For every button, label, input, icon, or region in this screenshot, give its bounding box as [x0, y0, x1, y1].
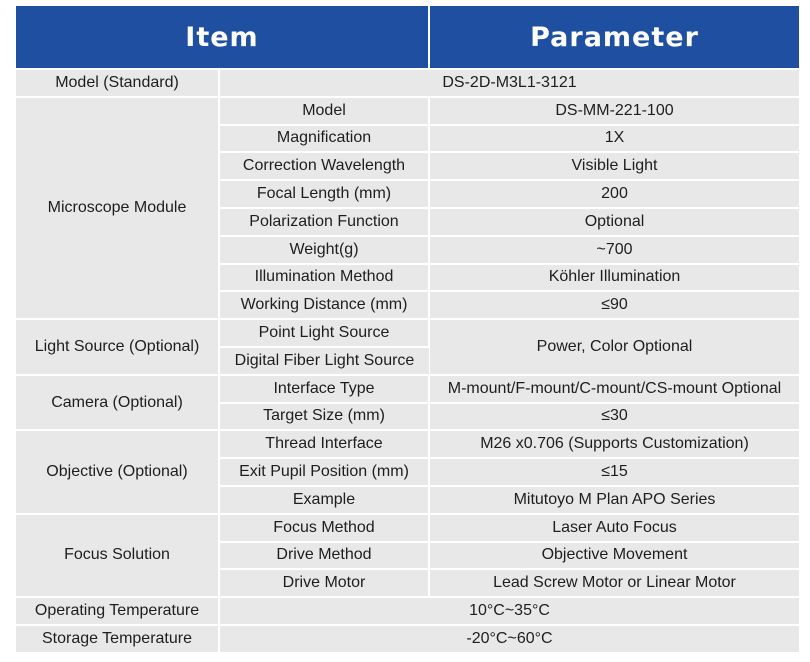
param-name: Drive Method: [219, 542, 429, 570]
group-label: Light Source (Optional): [16, 319, 219, 375]
table-row: [16, 375, 799, 403]
param-name: Target Size (mm): [219, 403, 429, 431]
spec-table: [16, 6, 799, 654]
param-name: Weight(g): [219, 236, 429, 264]
param-name: Interface Type: [219, 375, 429, 403]
param-name: Correction Wavelength: [219, 152, 429, 180]
param-name: Focal Length (mm): [219, 180, 429, 208]
param-name: Illumination Method: [219, 264, 429, 292]
table-row: [16, 597, 799, 625]
table-row: [16, 319, 799, 347]
group-label: Camera (Optional): [16, 375, 219, 431]
param-value: M-mount/F-mount/C-mount/CS-mount Optional: [429, 375, 799, 403]
param-name: Magnification: [219, 125, 429, 153]
param-value: Visible Light: [429, 152, 799, 180]
param-value: 200: [429, 180, 799, 208]
param-value: Lead Screw Motor or Linear Motor: [429, 569, 799, 597]
param-name: Model: [219, 97, 429, 125]
param-name: Working Distance (mm): [219, 291, 429, 319]
group-label: Objective (Optional): [16, 430, 219, 513]
param-value: ≤30: [429, 403, 799, 431]
param-name: Polarization Function: [219, 208, 429, 236]
table-row: [16, 430, 799, 458]
table-row: [16, 69, 799, 97]
header-parameter: Parameter: [429, 6, 799, 69]
param-name: Focus Method: [219, 514, 429, 542]
row-label: Model (Standard): [16, 69, 219, 97]
table-row: [16, 625, 799, 653]
row-value: DS-2D-M3L1-3121: [219, 69, 799, 97]
param-name: Point Light Source: [219, 319, 429, 347]
group-label: Microscope Module: [16, 97, 219, 319]
param-name: Exit Pupil Position (mm): [219, 458, 429, 486]
table-row: [16, 97, 799, 125]
param-value: Laser Auto Focus: [429, 514, 799, 542]
param-value: Mitutoyo M Plan APO Series: [429, 486, 799, 514]
param-name: Example: [219, 486, 429, 514]
param-name: Drive Motor: [219, 569, 429, 597]
param-value: ≤90: [429, 291, 799, 319]
table-row: [16, 514, 799, 542]
row-label: Storage Temperature: [16, 625, 219, 653]
param-value: Objective Movement: [429, 542, 799, 570]
param-value: DS-MM-221-100: [429, 97, 799, 125]
param-value: Köhler Illumination: [429, 264, 799, 292]
row-value: -20°C~60°C: [219, 625, 799, 653]
header-item: Item: [16, 6, 429, 69]
param-value: ≤15: [429, 458, 799, 486]
param-name: Digital Fiber Light Source: [219, 347, 429, 375]
header-row: [16, 6, 799, 69]
param-value: M26 x0.706 (Supports Customization): [429, 430, 799, 458]
param-name: Thread Interface: [219, 430, 429, 458]
row-label: Operating Temperature: [16, 597, 219, 625]
row-value: 10°C~35°C: [219, 597, 799, 625]
param-value: ~700: [429, 236, 799, 264]
param-value: Optional: [429, 208, 799, 236]
group-label: Focus Solution: [16, 514, 219, 597]
param-value: 1X: [429, 125, 799, 153]
param-value: Power, Color Optional: [429, 319, 799, 375]
